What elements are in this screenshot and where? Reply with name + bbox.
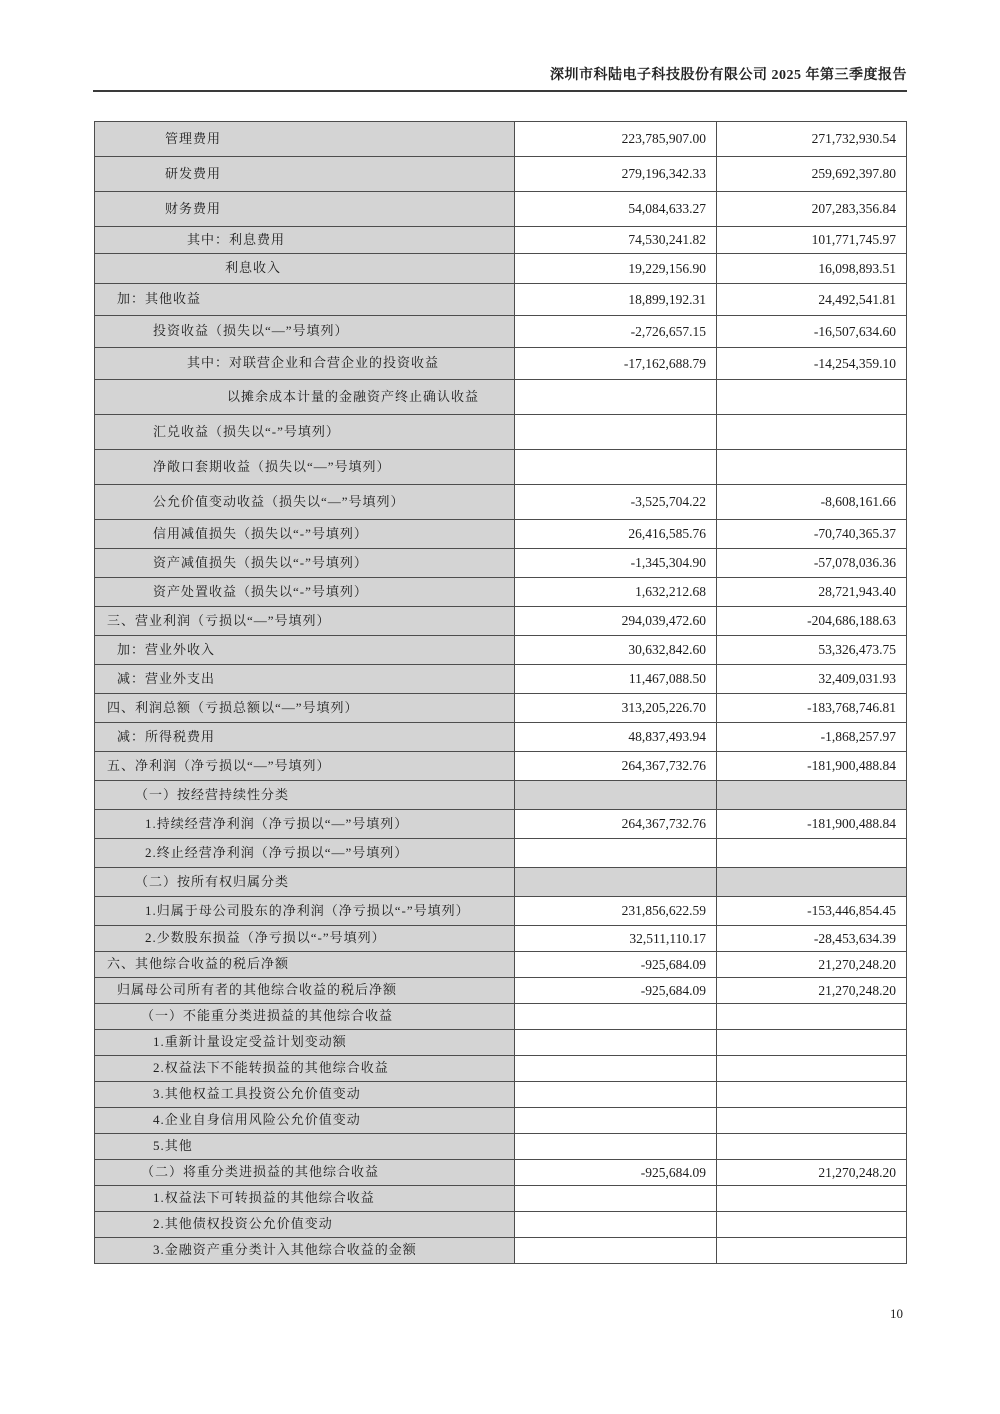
row-label-cell: 1.持续经营净利润（净亏损以“—”号填列）	[95, 810, 515, 839]
current-period-cell	[515, 1030, 717, 1056]
current-period-cell: 279,196,342.33	[515, 157, 717, 192]
row-label-cell: 研发费用	[95, 157, 515, 192]
prior-period-cell	[717, 1186, 907, 1212]
table-row	[95, 1238, 907, 1264]
current-period-cell: -1,345,304.90	[515, 549, 717, 578]
current-period-cell	[515, 1238, 717, 1264]
prior-period-cell: -28,453,634.39	[717, 926, 907, 952]
current-period-cell	[515, 781, 717, 810]
prior-period-cell: -57,078,036.36	[717, 549, 907, 578]
row-label-cell: 3.金融资产重分类计入其他综合收益的金额	[95, 1238, 515, 1264]
prior-period-cell: 16,098,893.51	[717, 254, 907, 284]
row-label-cell: 净敞口套期收益（损失以“—”号填列）	[95, 450, 515, 485]
row-label-cell: （一）按经营持续性分类	[95, 781, 515, 810]
row-label-cell: 1.归属于母公司股东的净利润（净亏损以“-”号填列）	[95, 897, 515, 926]
table-row	[95, 415, 907, 450]
current-period-cell: -17,162,688.79	[515, 348, 717, 380]
table-row	[95, 1056, 907, 1082]
current-period-cell: 54,084,633.27	[515, 192, 717, 227]
current-period-cell	[515, 1212, 717, 1238]
prior-period-cell: 21,270,248.20	[717, 978, 907, 1004]
income-statement-body	[95, 122, 907, 1264]
table-row	[95, 348, 907, 380]
table-row	[95, 897, 907, 926]
table-row	[95, 978, 907, 1004]
row-label-cell: 其中：对联营企业和合营企业的投资收益	[95, 348, 515, 380]
prior-period-cell: -16,507,634.60	[717, 316, 907, 348]
prior-period-cell	[717, 839, 907, 868]
row-label-cell: 利息收入	[95, 254, 515, 284]
current-period-cell	[515, 1056, 717, 1082]
income-statement-table	[94, 121, 907, 1264]
current-period-cell	[515, 1186, 717, 1212]
row-label-cell: 资产处置收益（损失以“-”号填列）	[95, 578, 515, 607]
table-row	[95, 926, 907, 952]
prior-period-cell: 271,732,930.54	[717, 122, 907, 157]
prior-period-cell: -8,608,161.66	[717, 485, 907, 520]
prior-period-cell	[717, 868, 907, 897]
row-label-cell: 六、其他综合收益的税后净额	[95, 952, 515, 978]
row-label-cell: 5.其他	[95, 1134, 515, 1160]
prior-period-cell	[717, 1238, 907, 1264]
current-period-cell: -3,525,704.22	[515, 485, 717, 520]
current-period-cell: 313,205,226.70	[515, 694, 717, 723]
row-label-cell: 3.其他权益工具投资公允价值变动	[95, 1082, 515, 1108]
row-label-cell: 三、营业利润（亏损以“—”号填列）	[95, 607, 515, 636]
prior-period-cell	[717, 1030, 907, 1056]
row-label-cell: 四、利润总额（亏损总额以“—”号填列）	[95, 694, 515, 723]
prior-period-cell: 32,409,031.93	[717, 665, 907, 694]
current-period-cell	[515, 1108, 717, 1134]
row-label-cell: （二）按所有权归属分类	[95, 868, 515, 897]
row-label-cell: 减：营业外支出	[95, 665, 515, 694]
current-period-cell	[515, 868, 717, 897]
row-label-cell: 以摊余成本计量的金融资产终止确认收益	[95, 380, 515, 415]
current-period-cell: -925,684.09	[515, 952, 717, 978]
current-period-cell: 223,785,907.00	[515, 122, 717, 157]
current-period-cell: -925,684.09	[515, 1160, 717, 1186]
table-row	[95, 284, 907, 316]
table-row	[95, 192, 907, 227]
current-period-cell: 18,899,192.31	[515, 284, 717, 316]
row-label-cell: 减：所得税费用	[95, 723, 515, 752]
table-row	[95, 520, 907, 549]
current-period-cell	[515, 1134, 717, 1160]
prior-period-cell: 207,283,356.84	[717, 192, 907, 227]
current-period-cell: 294,039,472.60	[515, 607, 717, 636]
table-row	[95, 380, 907, 415]
row-label-cell: 2.少数股东损益（净亏损以“-”号填列）	[95, 926, 515, 952]
table-row	[95, 316, 907, 348]
row-label-cell: 2.权益法下不能转损益的其他综合收益	[95, 1056, 515, 1082]
row-label-cell: 归属母公司所有者的其他综合收益的税后净额	[95, 978, 515, 1004]
table-row	[95, 694, 907, 723]
row-label-cell: 汇兑收益（损失以“-”号填列）	[95, 415, 515, 450]
prior-period-cell: 21,270,248.20	[717, 1160, 907, 1186]
prior-period-cell: -70,740,365.37	[717, 520, 907, 549]
prior-period-cell: 53,326,473.75	[717, 636, 907, 665]
current-period-cell: 32,511,110.17	[515, 926, 717, 952]
row-label-cell: 管理费用	[95, 122, 515, 157]
table-row	[95, 1030, 907, 1056]
prior-period-cell	[717, 1004, 907, 1030]
prior-period-cell	[717, 415, 907, 450]
table-row	[95, 1108, 907, 1134]
prior-period-cell: -1,868,257.97	[717, 723, 907, 752]
prior-period-cell: -183,768,746.81	[717, 694, 907, 723]
page-number: 10	[890, 1306, 903, 1321]
prior-period-cell: -204,686,188.63	[717, 607, 907, 636]
current-period-cell	[515, 415, 717, 450]
prior-period-cell: 28,721,943.40	[717, 578, 907, 607]
current-period-cell: 264,367,732.76	[515, 810, 717, 839]
current-period-cell	[515, 450, 717, 485]
table-row	[95, 254, 907, 284]
table-row	[95, 723, 907, 752]
table-row	[95, 1004, 907, 1030]
row-label-cell: （一）不能重分类进损益的其他综合收益	[95, 1004, 515, 1030]
row-label-cell: 公允价值变动收益（损失以“—”号填列）	[95, 485, 515, 520]
table-row	[95, 450, 907, 485]
prior-period-cell: -181,900,488.84	[717, 810, 907, 839]
row-label-cell: 投资收益（损失以“—”号填列）	[95, 316, 515, 348]
prior-period-cell: -181,900,488.84	[717, 752, 907, 781]
prior-period-cell	[717, 1056, 907, 1082]
current-period-cell	[515, 839, 717, 868]
table-row	[95, 549, 907, 578]
prior-period-cell	[717, 1108, 907, 1134]
table-row	[95, 1082, 907, 1108]
current-period-cell: 1,632,212.68	[515, 578, 717, 607]
prior-period-cell: -14,254,359.10	[717, 348, 907, 380]
table-row	[95, 1212, 907, 1238]
current-period-cell	[515, 1082, 717, 1108]
prior-period-cell	[717, 450, 907, 485]
prior-period-cell: 101,771,745.97	[717, 227, 907, 254]
table-row	[95, 485, 907, 520]
table-row	[95, 810, 907, 839]
current-period-cell: 48,837,493.94	[515, 723, 717, 752]
report-header: 深圳市科陆电子科技股份有限公司 2025 年第三季度报告	[93, 64, 907, 92]
row-label-cell: 1.权益法下可转损益的其他综合收益	[95, 1186, 515, 1212]
table-row	[95, 636, 907, 665]
table-row	[95, 607, 907, 636]
table-row	[95, 952, 907, 978]
current-period-cell: 30,632,842.60	[515, 636, 717, 665]
prior-period-cell: 21,270,248.20	[717, 952, 907, 978]
current-period-cell: -925,684.09	[515, 978, 717, 1004]
current-period-cell: 74,530,241.82	[515, 227, 717, 254]
row-label-cell: 其中：利息费用	[95, 227, 515, 254]
current-period-cell	[515, 380, 717, 415]
prior-period-cell	[717, 1134, 907, 1160]
current-period-cell: 11,467,088.50	[515, 665, 717, 694]
prior-period-cell	[717, 1082, 907, 1108]
table-row	[95, 122, 907, 157]
table-row	[95, 752, 907, 781]
row-label-cell: 2.其他债权投资公允价值变动	[95, 1212, 515, 1238]
prior-period-cell	[717, 1212, 907, 1238]
table-row	[95, 1186, 907, 1212]
row-label-cell: 财务费用	[95, 192, 515, 227]
row-label-cell: 加：其他收益	[95, 284, 515, 316]
table-row	[95, 157, 907, 192]
current-period-cell: 264,367,732.76	[515, 752, 717, 781]
prior-period-cell: -153,446,854.45	[717, 897, 907, 926]
table-row	[95, 578, 907, 607]
table-row	[95, 665, 907, 694]
table-row	[95, 781, 907, 810]
row-label-cell: 信用减值损失（损失以“-”号填列）	[95, 520, 515, 549]
table-row	[95, 1134, 907, 1160]
table-row	[95, 839, 907, 868]
row-label-cell: 1.重新计量设定受益计划变动额	[95, 1030, 515, 1056]
prior-period-cell: 24,492,541.81	[717, 284, 907, 316]
table-row	[95, 227, 907, 254]
row-label-cell: （二）将重分类进损益的其他综合收益	[95, 1160, 515, 1186]
current-period-cell: -2,726,657.15	[515, 316, 717, 348]
current-period-cell: 231,856,622.59	[515, 897, 717, 926]
table-row	[95, 1160, 907, 1186]
table-row	[95, 868, 907, 897]
prior-period-cell	[717, 380, 907, 415]
row-label-cell: 资产减值损失（损失以“-”号填列）	[95, 549, 515, 578]
prior-period-cell: 259,692,397.80	[717, 157, 907, 192]
prior-period-cell	[717, 781, 907, 810]
current-period-cell: 19,229,156.90	[515, 254, 717, 284]
row-label-cell: 2.终止经营净利润（净亏损以“—”号填列）	[95, 839, 515, 868]
row-label-cell: 加：营业外收入	[95, 636, 515, 665]
current-period-cell	[515, 1004, 717, 1030]
row-label-cell: 五、净利润（净亏损以“—”号填列）	[95, 752, 515, 781]
current-period-cell: 26,416,585.76	[515, 520, 717, 549]
row-label-cell: 4.企业自身信用风险公允价值变动	[95, 1108, 515, 1134]
